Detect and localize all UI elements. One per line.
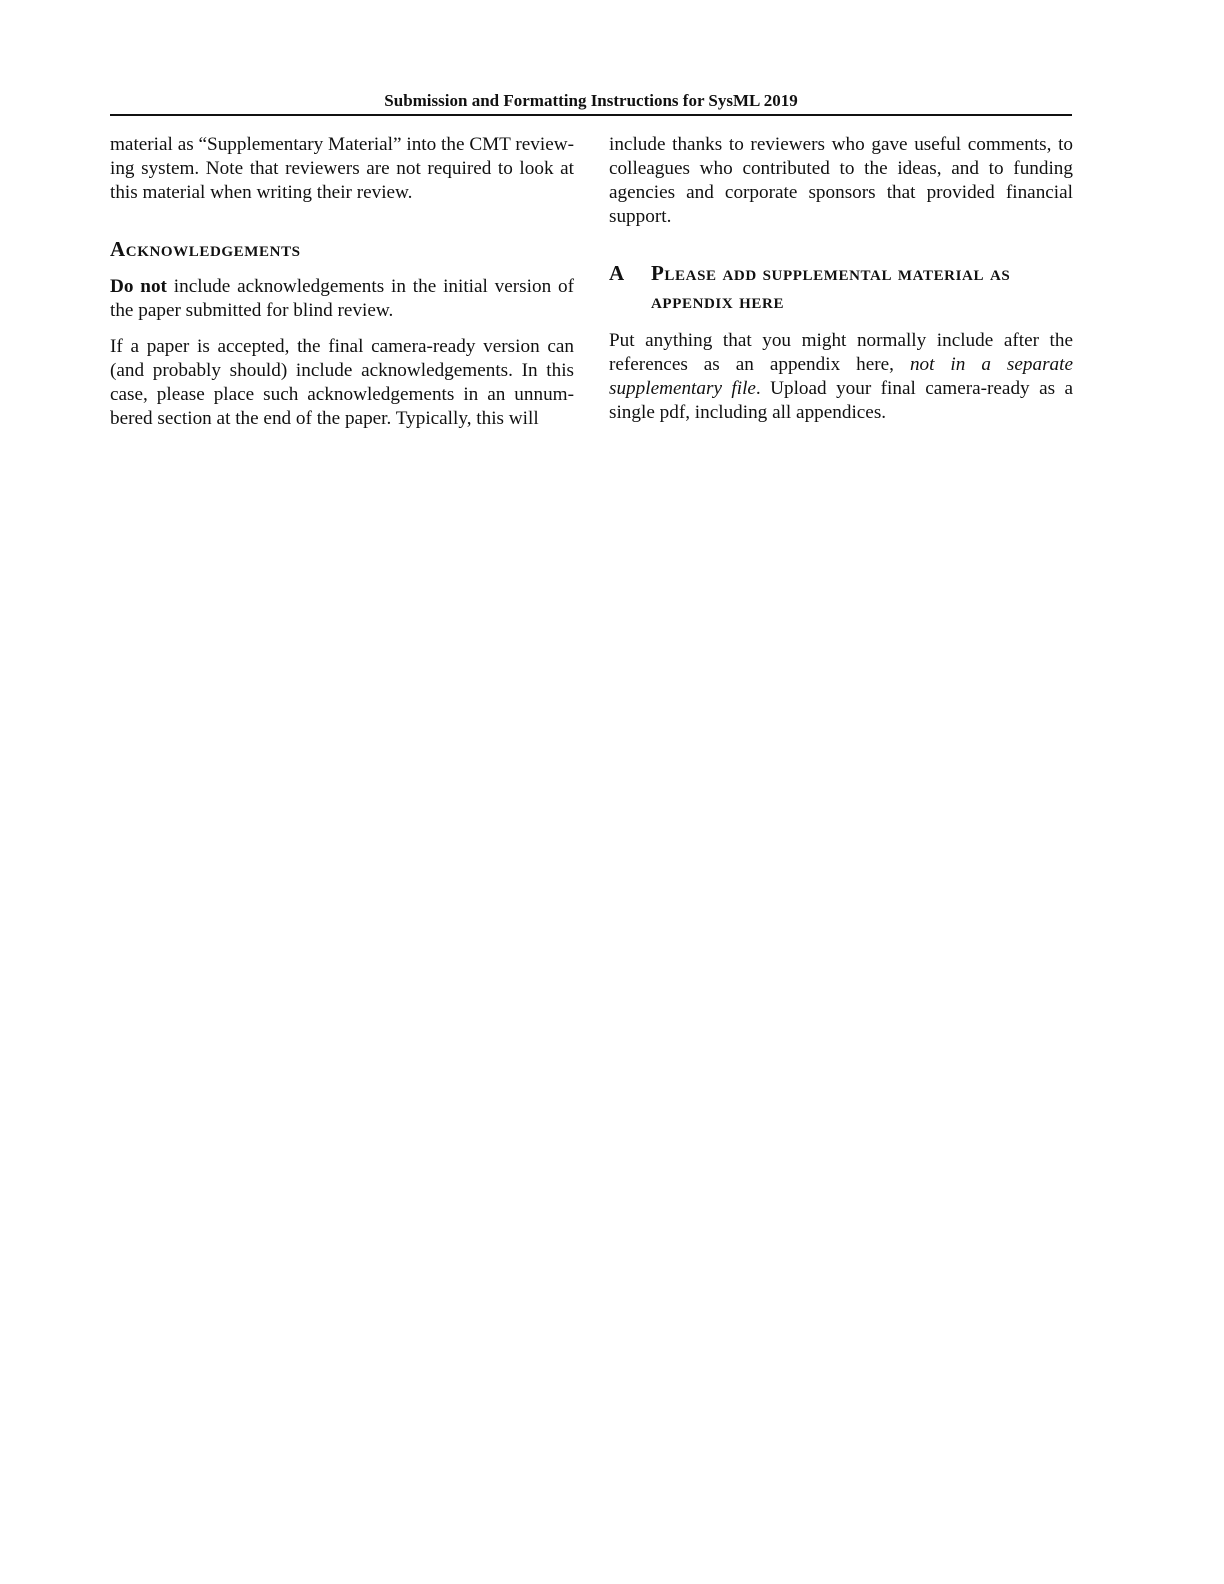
appendix-paragraph — [609, 329, 1073, 425]
ack-bold-phrase: Do not — [110, 276, 167, 297]
right-column — [609, 133, 1073, 437]
left-column — [110, 133, 574, 443]
appendix-number: A — [609, 261, 625, 285]
appendix-title: Please add supplemental material as appendix here — [651, 261, 1011, 313]
intro-paragraph: material as “Supplementary Material” into the CMT reviewing system. Note that reviewers are not required to look at this material when writing their review. — [110, 134, 574, 203]
running-head: Submission and Formatting Instructions for SysML 2019 — [110, 90, 1072, 116]
appendix-italic-phrase: not in a separate supplementary file — [609, 354, 1073, 399]
continued-paragraph: include thanks to reviewers who gave useful comments, to colleagues who contributed to the ideas, and to funding agencies and corporate sponsors that provided financial support. — [609, 134, 1073, 227]
ack-paragraph-2: If a paper is accepted, the final camera-ready version can (and probably should) include acknowledgements. In this case, please place such acknowledgements in an unnumbered section at the end of the paper. Typically, this will — [110, 336, 574, 429]
acknowledgements-heading: Acknowledgements — [110, 237, 301, 261]
appendix-heading — [609, 259, 1073, 315]
appendix-paragraph-text-2: . Upload your final camera-ready as a single pdf, including all appendices. — [609, 378, 1073, 423]
ack-paragraph-1-text: include acknowledgements in the initial version of the paper submitted for blind review. — [110, 276, 574, 321]
ack-paragraph-1 — [110, 275, 574, 323]
appendix-paragraph-text-1: Put anything that you might normally include after the references as an appendix here, — [609, 330, 1073, 375]
